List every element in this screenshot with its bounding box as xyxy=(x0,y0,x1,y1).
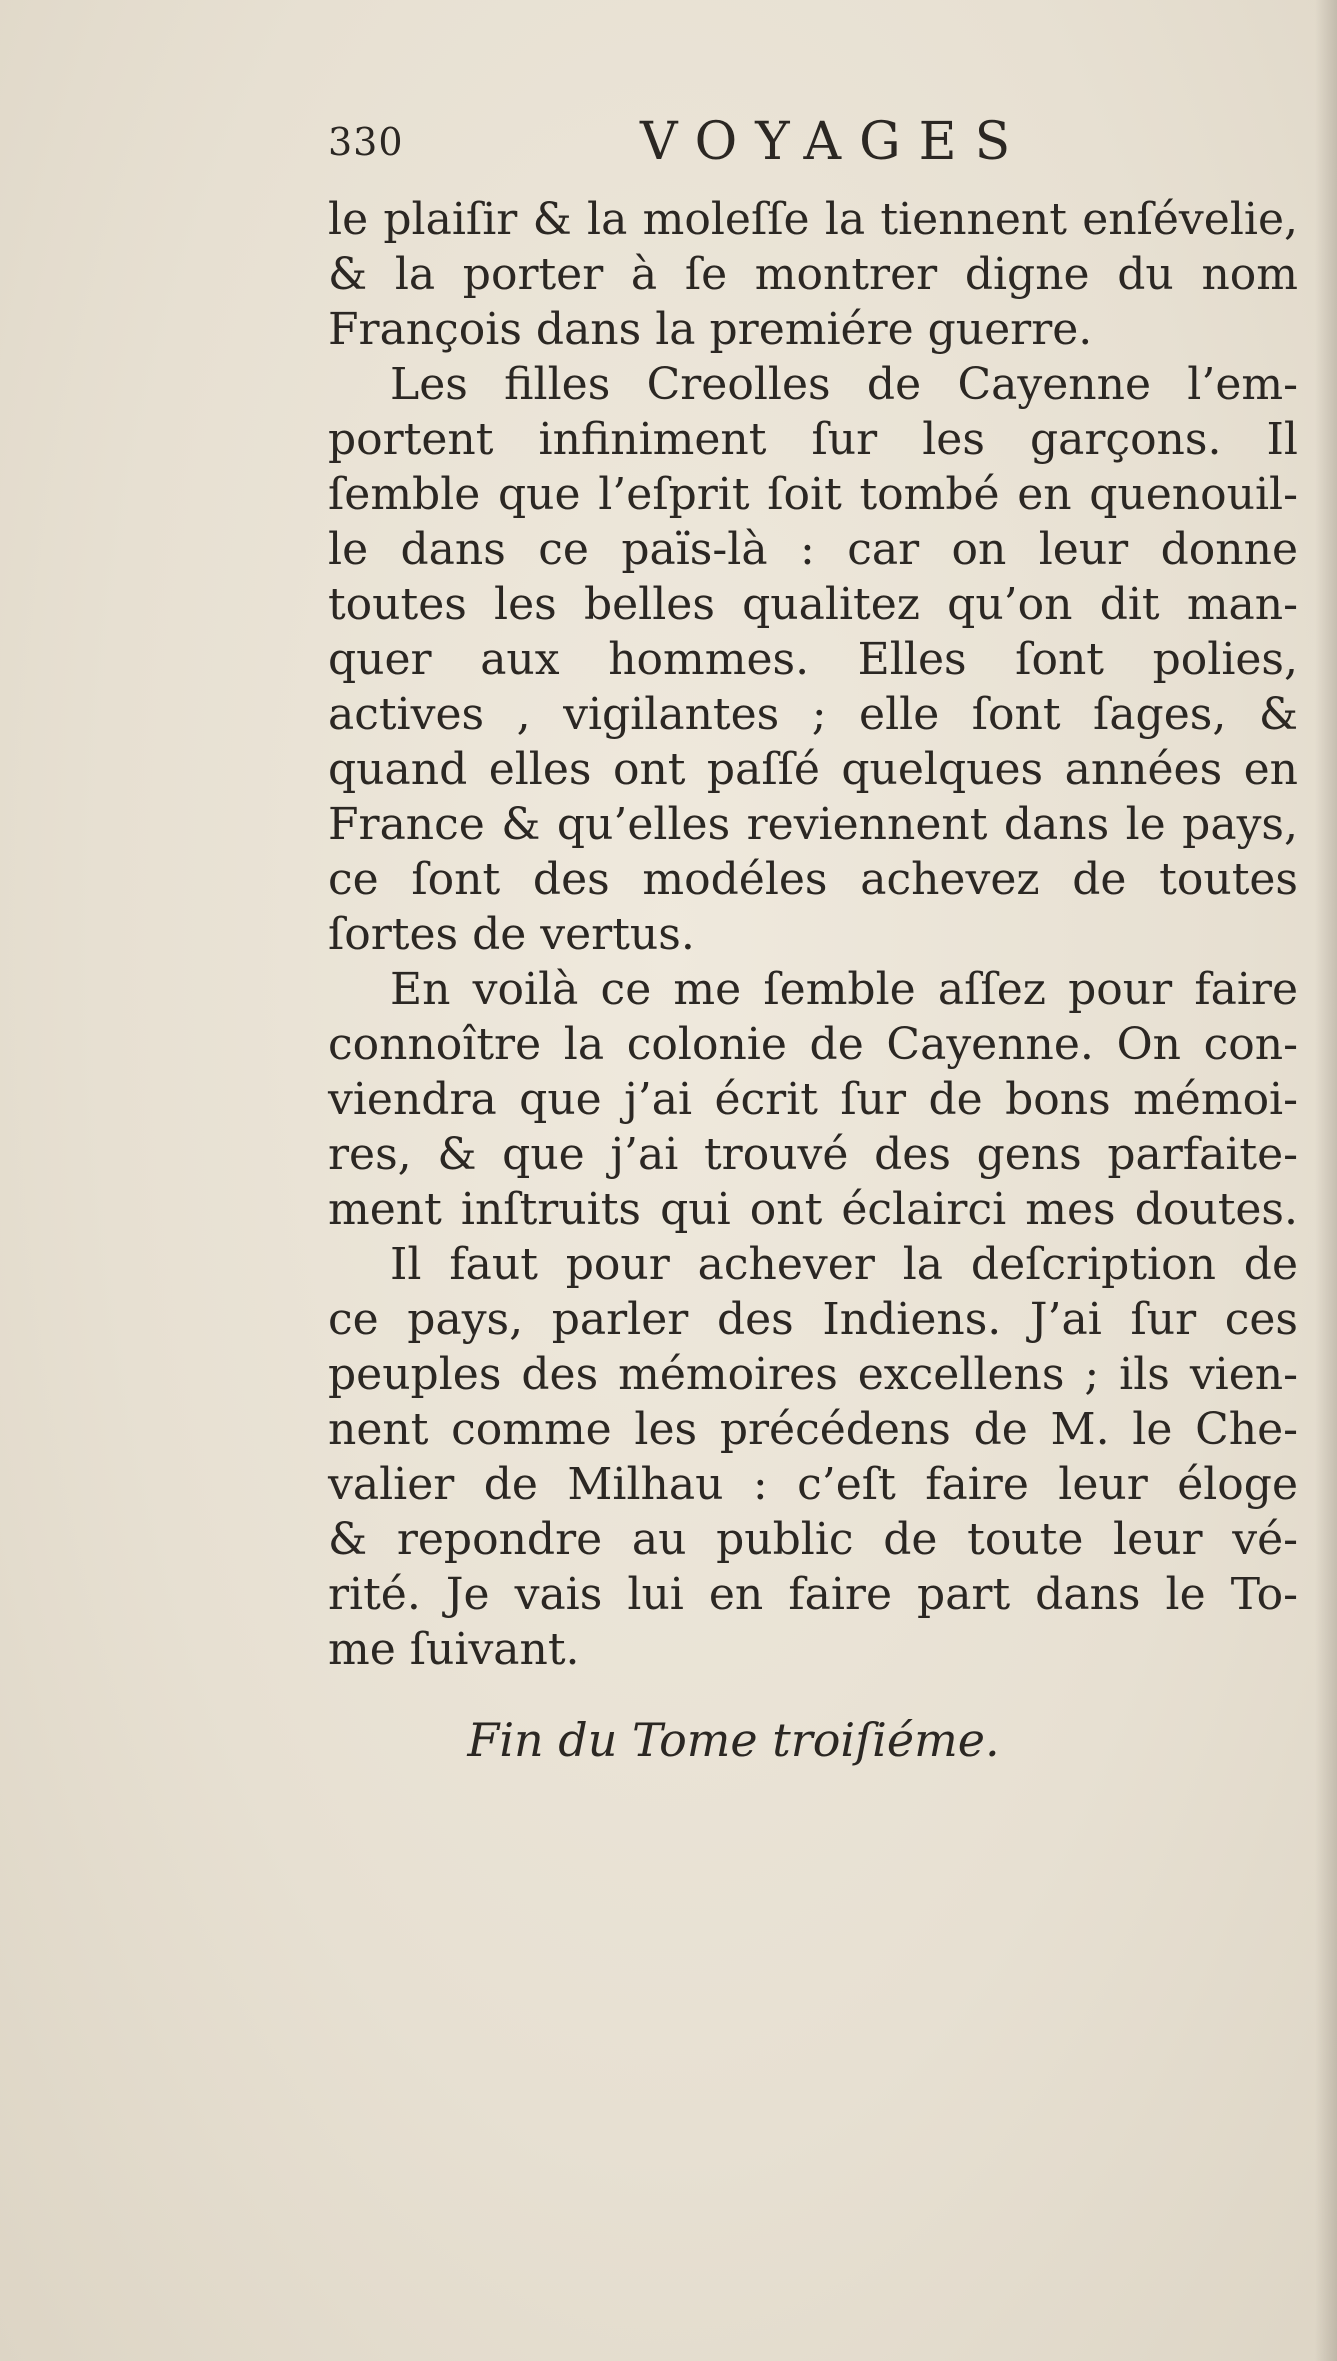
text-line: rité. Je vais lui en faire part dans le To- xyxy=(328,1569,1298,1620)
text-line: Il faut pour achever la deſcription de xyxy=(390,1239,1298,1290)
text-line: ce pays, parler des Indiens. J’ai ſur ces xyxy=(328,1294,1298,1345)
text-line: peuples des mémoires excellens ; ils vien- xyxy=(328,1349,1298,1400)
text-line: valier de Milhau : c’eſt faire leur éloge xyxy=(328,1459,1298,1510)
text-line: France & qu’elles reviennent dans le pays, xyxy=(328,799,1298,850)
text-line: quand elles ont paſſé quelques années en xyxy=(328,744,1298,795)
text-line: ment inſtruits qui ont éclairci mes doutes. xyxy=(328,1184,1298,1235)
body-text xyxy=(328,192,1298,1677)
text-line: En voilà ce me ſemble aſſez pour faire xyxy=(390,964,1298,1015)
text-line: & repondre au public de toute leur vé- xyxy=(328,1514,1298,1565)
running-title: VOYAGES xyxy=(640,112,1029,172)
page-gutter-shadow xyxy=(1315,0,1337,2361)
text-line: me ſuivant. xyxy=(328,1624,580,1675)
page-number: 330 xyxy=(328,120,404,164)
text-line: portent infiniment ſur les garçons. Il xyxy=(328,414,1298,465)
text-line: nent comme les précédens de M. le Che- xyxy=(328,1404,1298,1455)
text-line: quer aux hommes. Elles ſont polies, xyxy=(328,634,1298,685)
text-line: connoître la colonie de Cayenne. On con- xyxy=(328,1019,1298,1070)
text-line: toutes les belles qualitez qu’on dit man- xyxy=(328,579,1298,630)
text-line: François dans la premiére guerre. xyxy=(328,304,1093,355)
text-line: actives , vigilantes ; elle ſont ſages, & xyxy=(328,689,1298,740)
text-line: & la porter à ſe montrer digne du nom xyxy=(328,249,1298,300)
text-line: Les filles Creolles de Cayenne l’em- xyxy=(390,359,1298,410)
text-line: viendra que j’ai écrit ſur de bons mémoi- xyxy=(328,1074,1298,1125)
text-line: le plaiſir & la moleſſe la tiennent enſévelie, xyxy=(328,194,1298,245)
text-line: res, & que j’ai trouvé des gens parfaite- xyxy=(328,1129,1298,1180)
text-line: ſortes de vertus. xyxy=(328,909,695,960)
text-line: ſemble que l’eſprit ſoit tombé en quenouil- xyxy=(328,469,1298,520)
text-line: le dans ce païs-là : car on leur donne xyxy=(328,524,1298,575)
page-header xyxy=(328,112,1028,172)
text-line: ce ſont des modéles achevez de toutes xyxy=(328,854,1298,905)
colophon: Fin du Tome troiſiéme. xyxy=(467,1713,1000,1767)
